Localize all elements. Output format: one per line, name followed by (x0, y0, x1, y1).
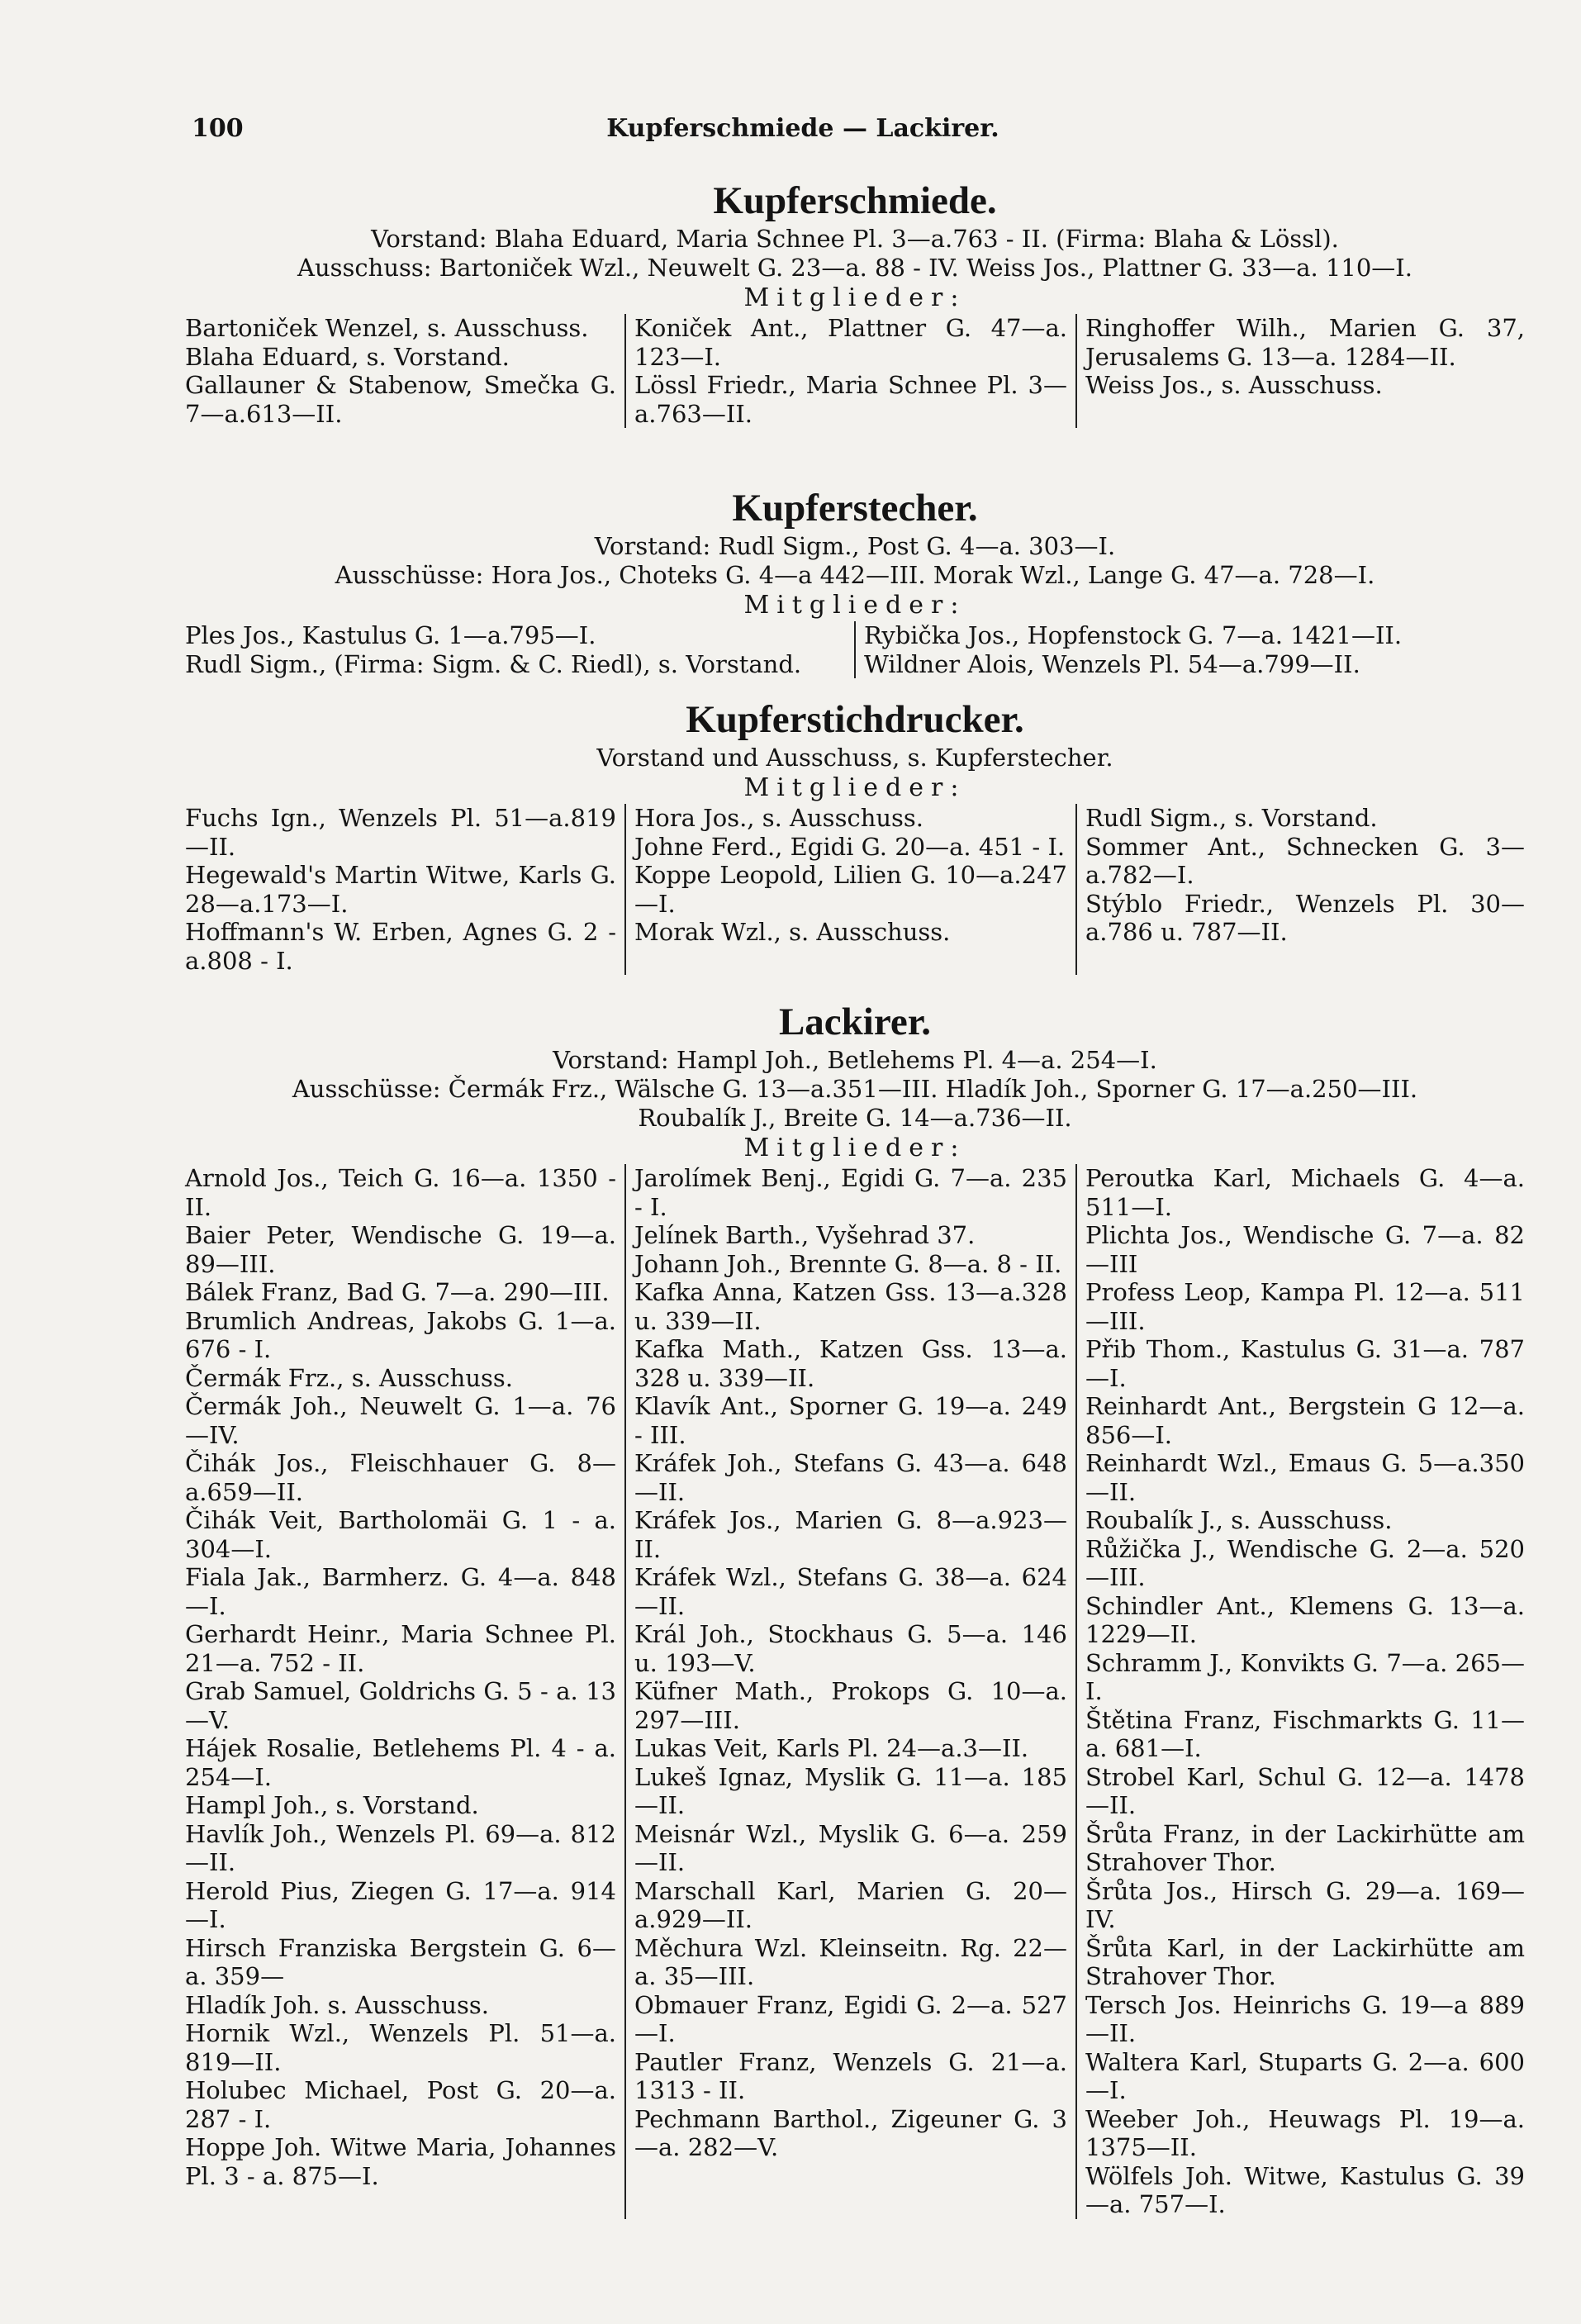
member-entry: Ples Jos., Kastulus G. 1—a.795—I. (185, 621, 596, 649)
member-column (624, 1164, 1075, 2219)
member-entry: Johne Ferd., Egidi G. 20—a. 451 - I. (634, 832, 1066, 861)
member-entry: Bartoniček Wenzel, s. Ausschuss. (185, 314, 589, 342)
member-column (624, 804, 1075, 975)
member-column (185, 1164, 624, 2219)
member-entry: Růžička J., Wendische G. 2—a. 520—III. (1085, 1534, 1525, 1591)
member-entry: Hájek Rosalie, Betlehems Pl. 4 - a. 254—I. (185, 1734, 616, 1791)
member-entry: Waltera Karl, Stuparts G. 2—a. 600—I. (1085, 2047, 1525, 2104)
member-column (1075, 804, 1525, 975)
member-entry: Kráfek Joh., Stefans G. 43—a. 648—II. (634, 1449, 1067, 1506)
members-heading: Mitglieder: (743, 283, 966, 312)
member-entry: Hornik Wzl., Wenzels Pl. 51—a. 819—II. (185, 2019, 616, 2076)
member-entry: Pautler Franz, Wenzels G. 21—a. 1313 - II. (634, 2047, 1067, 2104)
section-title: Kupferschmiede. (713, 179, 997, 222)
member-entry: Přib Thom., Kastulus G. 31—a. 787—I. (1085, 1335, 1525, 1392)
member-entry: Johann Joh., Brennte G. 8—a. 8 - II. (634, 1249, 1062, 1278)
members-heading: Mitglieder: (743, 773, 966, 802)
member-entry: Kafka Math., Katzen Gss. 13—a. 328 u. 339—II. (634, 1335, 1067, 1392)
member-entry: Profess Leop, Kampa Pl. 12—a. 511—III. (1085, 1278, 1525, 1335)
member-entry: Šrůta Jos., Hirsch G. 29—a. 169—IV. (1085, 1876, 1525, 1933)
member-entry: Hladík Joh. s. Ausschuss. (185, 1990, 489, 2019)
member-entry: Klavík Ant., Sporner G. 19—a. 249 - III. (634, 1392, 1067, 1449)
member-entry: Kráfek Wzl., Stefans G. 38—a. 624—II. (634, 1563, 1067, 1620)
member-entry: Čihák Veit, Bartholomäi G. 1 - a. 304—I. (185, 1506, 616, 1563)
member-entry: Hampl Joh., s. Vorstand. (185, 1791, 479, 1819)
members-heading: Mitglieder: (743, 1133, 966, 1162)
member-entry: Čermák Joh., Neuwelt G. 1—a. 76—IV. (185, 1392, 616, 1449)
member-entry: Roubalík J., s. Ausschuss. (1085, 1506, 1393, 1534)
member-entry: Lukas Veit, Karls Pl. 24—a.3—II. (634, 1734, 1029, 1762)
member-entry: Blaha Eduard, s. Vorstand. (185, 342, 510, 371)
member-entry: Arnold Jos., Teich G. 16—a. 1350 - II. (185, 1164, 616, 1221)
running-title: Kupferschmiede — Lackirer. (606, 114, 999, 143)
member-entry: Rudl Sigm., (Firma: Sigm. & C. Riedl), s. Vorstand. (185, 649, 802, 678)
member-entry: Reinhardt Ant., Bergstein G 12—a. 856—I. (1085, 1392, 1525, 1449)
member-entry: Havlík Joh., Wenzels Pl. 69—a. 812—II. (185, 1819, 616, 1876)
member-columns (185, 1164, 1525, 2219)
member-entry: Herold Pius, Ziegen G. 17—a. 914—I. (185, 1876, 616, 1933)
member-entry: Fuchs Ign., Wenzels Pl. 51—a.819—II. (185, 804, 616, 861)
member-entry: Sommer Ant., Schnecken G. 3—a.782—I. (1085, 832, 1525, 889)
member-columns (185, 314, 1525, 428)
member-entry: Stýblo Friedr., Wenzels Pl. 30—a.786 u. 787—II. (1085, 889, 1525, 946)
committee-line: Ausschuss: Bartoniček Wzl., Neuwelt G. 23—a. 88 - IV. Weiss Jos., Plattner G. 33—a. 110—I. (297, 254, 1412, 282)
member-column (1075, 314, 1525, 428)
page-header (192, 114, 1414, 147)
section-title: Kupferstichdrucker. (686, 698, 1024, 741)
board-line: Vorstand und Ausschuss, s. Kupferstecher. (596, 744, 1113, 772)
member-entry: Koniček Ant., Plattner G. 47—a. 123—I. (634, 314, 1067, 371)
member-entry: Holubec Michael, Post G. 20—a. 287 - I. (185, 2076, 616, 2133)
member-entry: Wildner Alois, Wenzels Pl. 54—a.799—II. (864, 649, 1360, 678)
member-entry: Fiala Jak., Barmherz. G. 4—a. 848—I. (185, 1563, 616, 1620)
member-column (185, 314, 624, 428)
member-entry: Brumlich Andreas, Jakobs G. 1—a. 676 - I. (185, 1306, 616, 1363)
page-number: 100 (192, 114, 244, 143)
member-entry: Pechmann Barthol., Zigeuner G. 3—a. 282—V. (634, 2104, 1067, 2161)
section-title: Kupferstecher. (732, 487, 978, 530)
member-entry: Weeber Joh., Heuwags Pl. 19—a. 1375—II. (1085, 2104, 1525, 2161)
member-entry: Čermák Frz., s. Ausschuss. (185, 1363, 513, 1392)
member-entry: Marschall Karl, Marien G. 20—a.929—II. (634, 1876, 1067, 1933)
member-column (185, 621, 854, 678)
section-kupferschmiede (185, 177, 1525, 428)
member-column (854, 621, 1525, 678)
member-entry: Čihák Jos., Fleischhauer G. 8—a.659—II. (185, 1449, 616, 1506)
member-entry: Rudl Sigm., s. Vorstand. (1085, 804, 1378, 832)
board-line: Vorstand: Rudl Sigm., Post G. 4—a. 303—I. (594, 532, 1116, 560)
member-entry: Měchura Wzl. Kleinseitn. Rg. 22—a. 35—III. (634, 1933, 1067, 1990)
member-entry: Gallauner & Stabenow, Smečka G. 7—a.613—II. (185, 371, 616, 428)
member-entry: Strobel Karl, Schul G. 12—a. 1478—II. (1085, 1762, 1525, 1819)
member-entry: Hegewald's Martin Witwe, Karls G. 28—a.173—I. (185, 861, 616, 918)
member-entry: Morak Wzl., s. Ausschuss. (634, 918, 951, 946)
member-entry: Peroutka Karl, Michaels G. 4—a. 511—I. (1085, 1164, 1525, 1221)
member-entry: Koppe Leopold, Lilien G. 10—a.247—I. (634, 861, 1067, 918)
member-entry: Schramm J., Konvikts G. 7—a. 265—I. (1085, 1648, 1525, 1705)
member-entry: Jelínek Barth., Vyšehrad 37. (634, 1221, 976, 1249)
member-entry: Grab Samuel, Goldrichs G. 5 - a. 13—V. (185, 1677, 616, 1734)
member-columns (185, 621, 1525, 678)
committee-line: Roubalík J., Breite G. 14—a.736—II. (638, 1104, 1072, 1132)
member-entry: Obmauer Franz, Egidi G. 2—a. 527—I. (634, 1990, 1067, 2047)
member-entry: Bálek Franz, Bad G. 7—a. 290—III. (185, 1278, 610, 1306)
member-column (185, 804, 624, 975)
member-entry: Lukeš Ignaz, Myslik G. 11—a. 185—II. (634, 1762, 1067, 1819)
member-entry: Šrůta Karl, in der Lackirhütte am Strahover Thor. (1085, 1933, 1525, 1990)
members-heading: Mitglieder: (743, 591, 966, 620)
member-entry: Plichta Jos., Wendische G. 7—a. 82—III (1085, 1221, 1525, 1278)
committee-line: Ausschüsse: Čermák Frz., Wälsche G. 13—a.351—III. Hladík Joh., Sporner G. 17—a.250—III. (292, 1075, 1418, 1103)
member-entry: Hoffmann's W. Erben, Agnes G. 2 - a.808 - I. (185, 918, 616, 975)
member-entry: Schindler Ant., Klemens G. 13—a. 1229—II. (1085, 1591, 1525, 1648)
member-column (1075, 1164, 1525, 2219)
member-entry: Kráfek Jos., Marien G. 8—a.923—II. (634, 1506, 1067, 1563)
board-line: Vorstand: Blaha Eduard, Maria Schnee Pl. 3—a.763 - II. (Firma: Blaha & Lössl). (371, 225, 1339, 253)
member-entry: Meisnár Wzl., Myslik G. 6—a. 259—II. (634, 1819, 1067, 1876)
member-entry: Rybička Jos., Hopfenstock G. 7—a. 1421—II. (864, 621, 1403, 649)
member-entry: Baier Peter, Wendische G. 19—a. 89—III. (185, 1221, 616, 1278)
member-entry: Lössl Friedr., Maria Schnee Pl. 3—a.763—II. (634, 371, 1067, 428)
committee-line: Ausschüsse: Hora Jos., Choteks G. 4—a 442—III. Morak Wzl., Lange G. 47—a. 728—I. (335, 561, 1375, 589)
section-lackirer (185, 998, 1525, 2219)
board-line: Vorstand: Hampl Joh., Betlehems Pl. 4—a. 254—I. (553, 1046, 1157, 1074)
member-entry: Hora Jos., s. Ausschuss. (634, 804, 924, 832)
member-entry: Hirsch Franziska Bergstein G. 6—a. 359— (185, 1933, 616, 1990)
section-kupferstichdrucker (185, 696, 1525, 975)
member-entry: Štětina Franz, Fischmarkts G. 11—a. 681—I. (1085, 1705, 1525, 1762)
member-entry: Král Joh., Stockhaus G. 5—a. 146 u. 193—V. (634, 1620, 1067, 1677)
member-entry: Wölfels Joh. Witwe, Kastulus G. 39—a. 757—I. (1085, 2161, 1525, 2218)
member-columns (185, 804, 1525, 975)
member-entry: Hoppe Joh. Witwe Maria, Johannes Pl. 3 - a. 875—I. (185, 2133, 616, 2190)
member-entry: Ringhoffer Wilh., Marien G. 37, Jerusalems G. 13—a. 1284—II. (1085, 314, 1525, 371)
member-entry: Kafka Anna, Katzen Gss. 13—a.328 u. 339—II. (634, 1278, 1067, 1335)
member-entry: Reinhardt Wzl., Emaus G. 5—a.350—II. (1085, 1449, 1525, 1506)
member-entry: Weiss Jos., s. Ausschuss. (1085, 371, 1383, 399)
member-entry: Šrůta Franz, in der Lackirhütte am Strahover Thor. (1085, 1819, 1525, 1876)
section-kupferstecher (185, 484, 1525, 678)
member-entry: Küfner Math., Prokops G. 10—a. 297—III. (634, 1677, 1067, 1734)
member-entry: Tersch Jos. Heinrichs G. 19—a 889—II. (1085, 1990, 1525, 2047)
section-title: Lackirer. (778, 1000, 932, 1043)
member-entry: Gerhardt Heinr., Maria Schnee Pl. 21—a. 752 - II. (185, 1620, 616, 1677)
member-entry: Jarolímek Benj., Egidi G. 7—a. 235 - I. (634, 1164, 1067, 1221)
member-column (624, 314, 1075, 428)
